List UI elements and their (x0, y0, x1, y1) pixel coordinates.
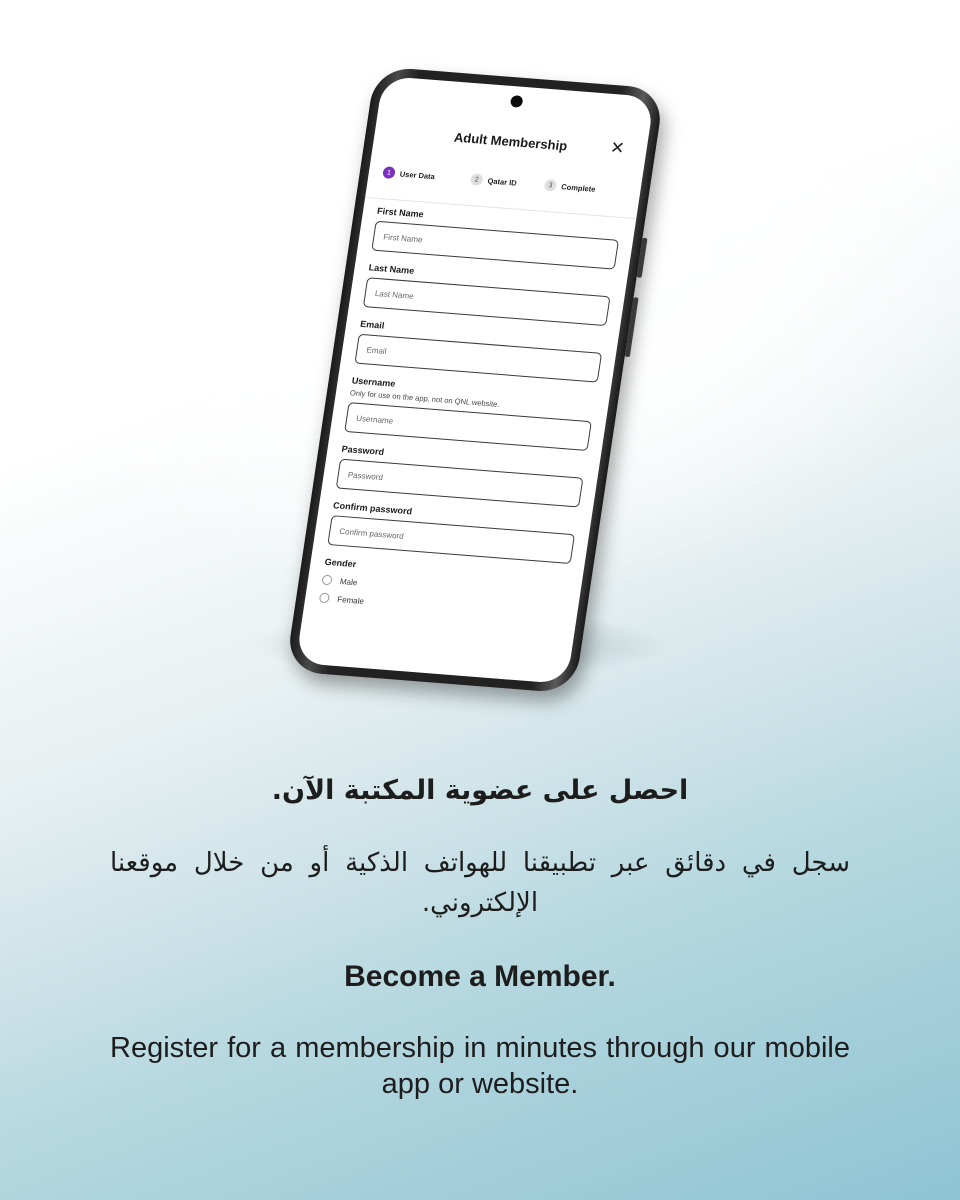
email-input[interactable]: Email (354, 334, 602, 383)
last-name-input[interactable]: Last Name (363, 277, 611, 326)
camera-icon (510, 95, 524, 108)
field-label: Confirm password (332, 500, 413, 517)
power-button (625, 297, 639, 357)
username-input[interactable]: Username (344, 402, 592, 451)
field-label: Gender (324, 556, 357, 570)
step-number: 2 (470, 173, 484, 186)
field-label: Password (340, 443, 385, 458)
radio-label: Female (336, 594, 365, 606)
field-label: Last Name (368, 262, 415, 276)
english-heading: Become a Member. (344, 960, 616, 993)
phone-mockup (285, 66, 664, 694)
step-qatar-id[interactable] (470, 173, 518, 189)
field-label: Username (351, 375, 397, 389)
step-label: Qatar ID (487, 175, 518, 188)
confirm-password-field (327, 500, 577, 564)
step-complete[interactable] (544, 179, 597, 195)
english-body: Register for a membership in minutes through our mobile app or website. (110, 1032, 850, 1100)
confirm-password-input[interactable]: Confirm password (327, 515, 575, 564)
arabic-heading: احصل على عضوية المكتبة الآن. (271, 775, 689, 806)
first-name-input[interactable]: First Name (371, 221, 619, 270)
step-label: User Data (399, 169, 436, 181)
step-label: Complete (560, 181, 597, 194)
radio-icon (321, 575, 332, 586)
first-name-field (371, 206, 621, 270)
gender-field (319, 557, 569, 622)
step-user-data[interactable] (382, 166, 436, 182)
password-field (336, 444, 586, 508)
radio-label: Male (339, 576, 359, 587)
field-hint: Only for use on the app, not on QNL website. (349, 388, 501, 409)
radio-icon (319, 593, 330, 604)
field-label: Email (359, 318, 386, 331)
volume-button (637, 238, 648, 278)
phone-frame (285, 66, 664, 694)
username-field (344, 375, 596, 451)
app-title: Adult Membership (452, 129, 569, 154)
email-field (354, 319, 604, 383)
field-label: First Name (376, 205, 425, 220)
step-number: 1 (382, 166, 396, 179)
step-number: 3 (544, 179, 558, 192)
phone-screen (296, 76, 655, 684)
last-name-field (363, 262, 613, 326)
arabic-body: سجل في دقائق عبر تطبيقنا للهواتف الذكية أو من خلال موقعنا الإلكتروني. (110, 848, 850, 918)
close-icon[interactable]: ✕ (608, 137, 626, 159)
app-header (373, 118, 649, 169)
password-input[interactable]: Password (336, 459, 584, 508)
registration-form (317, 206, 621, 634)
